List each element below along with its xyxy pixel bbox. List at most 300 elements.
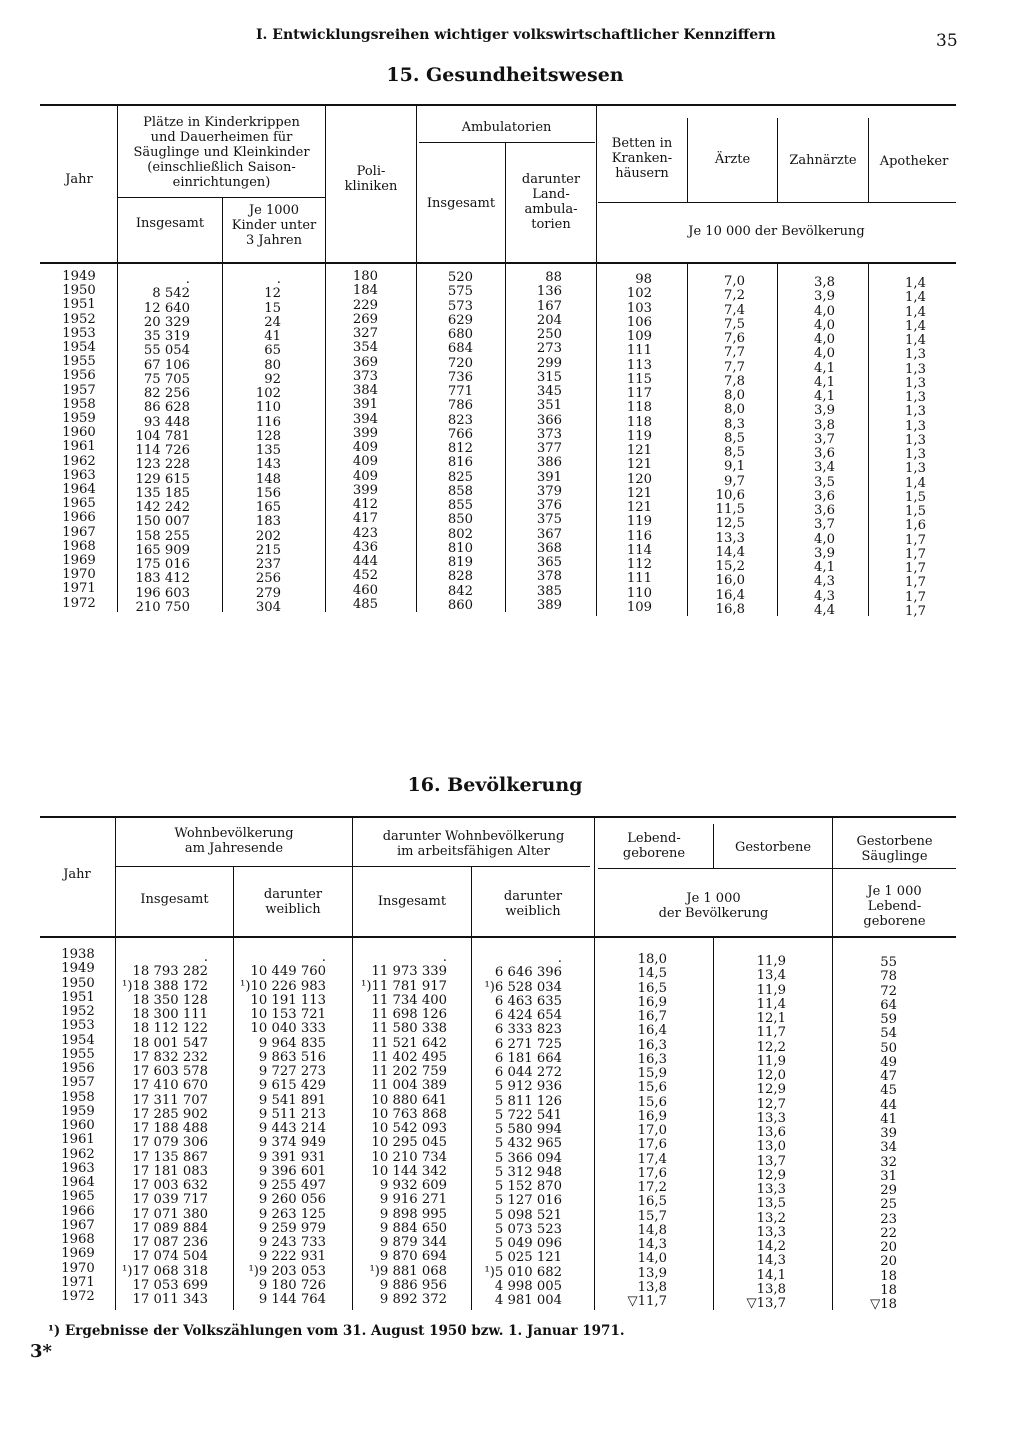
- table-cell: 1972: [62, 595, 96, 611]
- table-cell: 11 202 759: [371, 1064, 447, 1079]
- table-cell: 4,1: [814, 360, 835, 376]
- table-cell: 9 870 694: [379, 1249, 447, 1265]
- table-cell: 520: [447, 270, 473, 285]
- table-cell: 80: [264, 357, 281, 373]
- table-cell: 111: [626, 571, 652, 587]
- table-cell: 50: [880, 1040, 897, 1056]
- col-header-je10000: Je 10 000 der Bevölkerung: [688, 224, 865, 239]
- table-cell: 13,2: [756, 1210, 786, 1226]
- table-cell: 13,6: [756, 1125, 786, 1140]
- table-cell: 22: [880, 1225, 897, 1241]
- table-cell: 121: [626, 485, 652, 501]
- table-cell: 12 640: [143, 300, 190, 316]
- table-cell: 7,8: [724, 373, 745, 389]
- table-cell: 9,1: [724, 459, 745, 475]
- table-cell: 4,0: [814, 531, 835, 547]
- table-cell: 802: [447, 526, 473, 542]
- table-cell: 373: [536, 426, 562, 442]
- table-cell: 17 071 380: [132, 1206, 208, 1222]
- table-cell: 10 040 333: [250, 1021, 326, 1037]
- table-cell: 5 098 521: [494, 1207, 562, 1223]
- t16-af-weiblich-column: [472, 952, 562, 1308]
- table-cell: 16,4: [637, 1023, 667, 1039]
- table-cell: 1966: [61, 1203, 95, 1219]
- table-cell: 150 007: [135, 514, 190, 530]
- table-cell: 345: [536, 384, 562, 399]
- table-cell: 11,9: [756, 954, 786, 969]
- table-cell: 183: [255, 514, 281, 530]
- table-cell: 4,0: [814, 346, 835, 362]
- table-cell: 165 909: [135, 542, 190, 558]
- table-cell: 379: [536, 483, 562, 499]
- table-cell: 1,3: [905, 461, 926, 477]
- t15-betten-column: [597, 273, 652, 615]
- table-cell: 9 863 516: [258, 1049, 326, 1065]
- table-cell: 7,7: [724, 345, 745, 361]
- table-cell: 5 127 016: [494, 1193, 562, 1209]
- signature-mark: 3*: [30, 1341, 52, 1362]
- table-cell: 3,7: [814, 517, 835, 533]
- col-header-gestorbene: Gestorbene: [734, 840, 812, 855]
- table-cell: 44: [880, 1097, 897, 1113]
- table-cell: 1,3: [905, 347, 926, 363]
- table-cell: 9 396 601: [258, 1163, 326, 1179]
- table-cell: 158 255: [135, 528, 190, 544]
- table-cell: 17 188 488: [132, 1121, 208, 1136]
- table-cell: 3,9: [814, 545, 835, 561]
- table-cell: 59: [880, 1012, 897, 1027]
- table-cell: 6 646 396: [494, 965, 562, 981]
- table-cell: 17 074 504: [132, 1249, 208, 1265]
- col-header-lebendgeborene: Lebend- geborene: [622, 831, 686, 861]
- table-cell: 1958: [61, 1089, 95, 1105]
- table-cell: 210 750: [135, 599, 190, 615]
- table-cell: 184: [352, 283, 378, 299]
- col-header-weiblich-16: darunter weiblich: [263, 887, 323, 917]
- table-cell: ¹)9 203 053: [248, 1263, 326, 1279]
- table-cell: 8,5: [724, 430, 745, 446]
- table-cell: 376: [536, 498, 562, 513]
- t15-aerzte-column: [688, 275, 745, 617]
- table-cell: 16,5: [637, 980, 667, 996]
- col-header-arbeitsfaehig: darunter Wohnbevölkerung im arbeitsfähigen Alter: [382, 829, 565, 859]
- table-cell: 1959: [61, 1103, 95, 1119]
- table-cell: 1,7: [905, 603, 926, 619]
- t16-saeuglinge-column: [833, 956, 897, 1312]
- table-cell: 9 243 733: [258, 1235, 326, 1250]
- table-cell: 810: [447, 540, 473, 556]
- table-cell: 1951: [61, 989, 95, 1005]
- table-cell: 109: [626, 599, 652, 615]
- table-cell: 92: [264, 371, 281, 387]
- table-cell: 4,3: [814, 574, 835, 590]
- table-cell: 41: [880, 1111, 897, 1127]
- table-cell: 13,8: [756, 1281, 786, 1297]
- table-cell: 9 932 609: [379, 1178, 447, 1193]
- table-cell: ¹)11 781 917: [361, 978, 447, 994]
- table-cell: 9 180 726: [258, 1277, 326, 1293]
- table-cell: 9 260 056: [258, 1192, 326, 1208]
- table-cell: 109: [626, 329, 652, 344]
- table-cell: 14,0: [637, 1251, 667, 1267]
- table-cell: 9 222 931: [258, 1249, 326, 1265]
- table-cell: 1949: [62, 269, 96, 284]
- col-header-jahr-16: Jahr: [63, 867, 91, 882]
- t15-years-column: [48, 270, 110, 611]
- table-cell: ¹)10 226 983: [240, 978, 326, 994]
- table-cell: 17 285 902: [132, 1106, 208, 1122]
- table-cell: .: [185, 272, 190, 287]
- col-header-je1000: Je 1000 Kinder unter 3 Jahren: [231, 203, 317, 248]
- table-cell: 4 981 004: [494, 1293, 562, 1308]
- col-header-apotheker: Apotheker: [879, 154, 949, 169]
- t16-lebendgeborene-column: [595, 953, 667, 1309]
- table-cell: 3,4: [814, 460, 835, 476]
- table-cell: 1,3: [905, 447, 926, 462]
- table-cell: 8,0: [724, 388, 745, 403]
- col-header-je1000-bev: Je 1 000 der Bevölkerung: [658, 891, 769, 921]
- table-cell: 7,2: [724, 288, 745, 304]
- table-cell: 269: [352, 311, 378, 327]
- table-cell: 7,7: [724, 359, 745, 375]
- table-cell: ▽11,7: [627, 1294, 667, 1309]
- t16-years-column: [46, 948, 110, 1304]
- table-cell: 12,9: [756, 1167, 786, 1183]
- table-cell: ▽13,7: [746, 1296, 786, 1311]
- table-cell: 121: [626, 457, 652, 473]
- table-cell: 202: [255, 528, 281, 544]
- table-cell: 9 374 949: [258, 1135, 326, 1151]
- table-cell: 11,7: [756, 1025, 786, 1041]
- table-cell: 17 079 306: [132, 1135, 208, 1151]
- col-header-wohnbevoelkerung: Wohnbevölkerung am Jahresende: [174, 826, 294, 856]
- table-cell: 18 793 282: [132, 964, 208, 980]
- table-cell: 1952: [61, 1004, 95, 1019]
- table-cell: 1969: [61, 1246, 95, 1262]
- table-cell: 1960: [61, 1118, 95, 1133]
- t16-af-insgesamt-column: [353, 951, 447, 1307]
- table-cell: 45: [880, 1083, 897, 1099]
- table-cell: 11 698 126: [371, 1007, 447, 1022]
- table-cell: 1962: [61, 1146, 95, 1162]
- table-cell: 389: [536, 597, 562, 613]
- table-cell: .: [276, 272, 281, 287]
- table-cell: 20 329: [143, 314, 190, 330]
- table-cell: 1964: [61, 1175, 95, 1190]
- table-cell: 136: [536, 284, 562, 300]
- table-cell: 351: [536, 398, 562, 414]
- table-cell: 1961: [62, 439, 96, 455]
- table-cell: 111: [626, 343, 652, 359]
- table-cell: 118: [626, 414, 652, 430]
- table-cell: 3,6: [814, 446, 835, 461]
- table-cell: 3,6: [814, 488, 835, 504]
- table-16-title: 16. Bevölkerung: [407, 774, 583, 796]
- table-cell: 142 242: [135, 500, 190, 515]
- table-cell: 391: [536, 469, 562, 485]
- table-cell: 6 424 654: [494, 1008, 562, 1023]
- table-cell: 1965: [62, 496, 96, 512]
- table-cell: ¹)6 528 034: [484, 979, 562, 995]
- table-cell: 135 185: [135, 485, 190, 501]
- table-cell: 812: [447, 441, 473, 456]
- table-cell: 1970: [62, 567, 96, 583]
- table-cell: 1938: [61, 947, 95, 962]
- table-cell: 299: [536, 355, 562, 371]
- table-cell: 13,3: [715, 530, 745, 546]
- table-cell: 20: [880, 1240, 897, 1255]
- table-cell: ¹)18 388 172: [122, 978, 208, 994]
- table-cell: 196 603: [135, 585, 190, 601]
- table-cell: 816: [447, 455, 473, 471]
- col-header-plaetze: Plätze in Kinderkrippen und Dauerheimen für Säuglinge und Kleinkinder (einschließlich Saison- einrichtungen): [133, 115, 310, 190]
- table-cell: 1,4: [905, 333, 926, 348]
- table-cell: 93 448: [143, 414, 190, 430]
- table-cell: 842: [447, 583, 473, 599]
- table-cell: 106: [626, 314, 652, 330]
- table-cell: 3,5: [814, 474, 835, 490]
- col-header-aerzte: Ärzte: [714, 152, 751, 167]
- table-cell: 34: [880, 1140, 897, 1156]
- table-cell: 256: [255, 571, 281, 587]
- table-cell: 128: [255, 428, 281, 444]
- table-cell: 13,0: [756, 1139, 786, 1155]
- table-cell: 377: [536, 441, 562, 456]
- table-cell: 12,9: [756, 1082, 786, 1098]
- table-cell: 114 726: [135, 443, 190, 458]
- t15-landambulatorien-column: [506, 271, 562, 613]
- table-cell: 327: [352, 326, 378, 341]
- table-cell: 14,2: [756, 1239, 786, 1254]
- table-cell: 573: [447, 298, 473, 314]
- table-cell: 17,6: [637, 1165, 667, 1181]
- table-cell: 825: [447, 469, 473, 485]
- table-cell: 14,5: [637, 966, 667, 982]
- col-header-je1000-lebend: Je 1 000 Lebend- geborene: [863, 884, 926, 929]
- table-cell: 67 106: [143, 357, 190, 373]
- table-cell: 4,1: [814, 389, 835, 404]
- table-cell: 156: [255, 485, 281, 501]
- table-cell: 279: [255, 585, 281, 601]
- col-header-landambulatorien: darunter Land- ambula- torien: [521, 172, 581, 232]
- table-cell: 15,2: [715, 559, 745, 574]
- table-cell: 9 511 213: [258, 1106, 326, 1122]
- table-cell: 9 144 764: [258, 1292, 326, 1307]
- table-cell: 399: [352, 425, 378, 441]
- table-cell: 3,6: [814, 503, 835, 518]
- table-cell: 17,0: [637, 1123, 667, 1138]
- table-cell: 1953: [61, 1018, 95, 1034]
- table-cell: 9,7: [724, 473, 745, 489]
- table-cell: 118: [626, 400, 652, 416]
- table-cell: 766: [447, 426, 473, 442]
- t16-insgesamt-column: [116, 951, 208, 1307]
- table-cell: 113: [626, 357, 652, 373]
- table-cell: 12,5: [715, 516, 745, 532]
- table-cell: 1968: [61, 1232, 95, 1247]
- table-cell: 9 263 125: [258, 1206, 326, 1222]
- table-cell: 11,9: [756, 982, 786, 998]
- table-cell: 12,7: [756, 1096, 786, 1112]
- table-cell: 15,6: [637, 1094, 667, 1110]
- table-cell: 1971: [62, 581, 96, 597]
- col-header-saeuglinge: Gestorbene Säuglinge: [856, 834, 933, 864]
- table-cell: 7,6: [724, 331, 745, 346]
- table-cell: 78: [880, 969, 897, 985]
- table-cell: 1963: [61, 1160, 95, 1176]
- table-cell: 1,7: [905, 532, 926, 548]
- table-cell: 1967: [61, 1217, 95, 1233]
- table-cell: 18 350 128: [132, 992, 208, 1008]
- t15-ambulatorien-column: [417, 271, 473, 613]
- table-cell: 860: [447, 597, 473, 613]
- table-cell: 4,1: [814, 560, 835, 575]
- table-cell: 16,4: [715, 587, 745, 603]
- table-cell: 9 391 931: [258, 1149, 326, 1165]
- table-cell: 11,4: [756, 996, 786, 1012]
- table-cell: 10 295 045: [371, 1135, 447, 1151]
- table-cell: 1956: [62, 368, 96, 384]
- table-cell: 64: [880, 997, 897, 1013]
- table-cell: 10 210 734: [371, 1149, 447, 1165]
- table-cell: 98: [635, 272, 652, 287]
- table-cell: 1956: [61, 1061, 95, 1076]
- table-cell: 17,2: [637, 1180, 667, 1195]
- table-cell: 12,2: [756, 1039, 786, 1055]
- t16-gestorbene-column: [714, 955, 786, 1311]
- table-cell: 10 542 093: [371, 1121, 447, 1136]
- table-cell: 55: [880, 955, 897, 970]
- table-cell: 858: [447, 483, 473, 499]
- t15-polikliniken-column: [326, 270, 378, 612]
- table-cell: 1965: [61, 1189, 95, 1205]
- table-cell: 55 054: [143, 343, 190, 359]
- table-cell: 385: [536, 583, 562, 599]
- table-cell: 5 722 541: [494, 1107, 562, 1123]
- table-cell: 1964: [62, 482, 96, 498]
- table-cell: 165: [255, 500, 281, 515]
- table-cell: 82 256: [143, 386, 190, 401]
- col-header-ambulatorien: Ambulatorien: [461, 120, 552, 135]
- table-cell: 786: [447, 398, 473, 414]
- table-cell: 771: [447, 384, 473, 399]
- table-cell: 386: [536, 455, 562, 471]
- table-cell: 1,3: [905, 404, 926, 420]
- col-header-plaetze-insgesamt: Insgesamt: [135, 216, 205, 231]
- table-cell: 18: [880, 1282, 897, 1298]
- table-cell: 4,4: [814, 602, 835, 618]
- table-cell: 17,4: [637, 1151, 667, 1167]
- table-cell: 1960: [62, 425, 96, 441]
- table-cell: 15,6: [637, 1080, 667, 1096]
- table-cell: 17 089 884: [132, 1220, 208, 1236]
- table-cell: 204: [536, 312, 562, 328]
- table-cell: 16,9: [637, 994, 667, 1010]
- table-cell: 1963: [62, 467, 96, 483]
- table-cell: 11 973 339: [371, 964, 447, 980]
- table-cell: 10 880 641: [371, 1092, 447, 1108]
- table-cell: 41: [264, 329, 281, 344]
- table-cell: 819: [447, 555, 473, 570]
- table-cell: 8 542: [152, 286, 190, 302]
- table-cell: 1955: [61, 1046, 95, 1062]
- table-cell: 18 001 547: [132, 1035, 208, 1051]
- table-cell: ▽18: [870, 1297, 897, 1312]
- table-cell: 367: [536, 526, 562, 542]
- table-cell: 1950: [61, 975, 95, 991]
- table-cell: 417: [352, 511, 378, 527]
- table-cell: 14,1: [756, 1267, 786, 1283]
- table-cell: 384: [352, 383, 378, 398]
- table-cell: 13,5: [756, 1196, 786, 1212]
- table-cell: 17 039 717: [132, 1192, 208, 1208]
- table-cell: 1953: [62, 325, 96, 341]
- table-cell: 1949: [61, 961, 95, 977]
- table-cell: 10 763 868: [371, 1106, 447, 1122]
- table-cell: 88: [545, 270, 562, 285]
- table-cell: 10 153 721: [250, 1007, 326, 1022]
- col-header-jahr: Jahr: [65, 172, 93, 187]
- table-cell: 12,0: [756, 1068, 786, 1083]
- table-cell: 9 443 214: [258, 1121, 326, 1136]
- table-cell: .: [321, 950, 326, 965]
- table-cell: 1970: [61, 1260, 95, 1276]
- table-cell: 1961: [61, 1132, 95, 1148]
- table-cell: 148: [255, 471, 281, 487]
- table-cell: 250: [536, 327, 562, 342]
- table-cell: 120: [626, 471, 652, 487]
- table-cell: 1,7: [905, 575, 926, 591]
- table-cell: 9 879 344: [379, 1235, 447, 1250]
- table-cell: 116: [255, 414, 281, 430]
- table-cell: 391: [352, 397, 378, 413]
- table-cell: 229: [352, 297, 378, 313]
- table-cell: 8,0: [724, 402, 745, 418]
- t15-je1000-column: [223, 273, 281, 615]
- table-cell: 117: [626, 386, 652, 401]
- table-cell: 1955: [62, 354, 96, 370]
- table-cell: 180: [352, 269, 378, 284]
- table-cell: 1957: [61, 1075, 95, 1091]
- table-cell: 16,0: [715, 573, 745, 589]
- table-cell: 16,5: [637, 1194, 667, 1210]
- table-cell: ¹)5 010 682: [484, 1264, 562, 1280]
- table-cell: 39: [880, 1126, 897, 1141]
- page-number: 35: [936, 31, 958, 51]
- table-cell: ¹)9 881 068: [369, 1263, 447, 1279]
- table-cell: 54: [880, 1026, 897, 1042]
- table-cell: 13,7: [756, 1153, 786, 1169]
- table-cell: 13,9: [637, 1265, 667, 1281]
- table-cell: 1,4: [905, 318, 926, 334]
- table-cell: 135: [255, 443, 281, 458]
- table-cell: 1952: [62, 311, 96, 327]
- table-cell: 1951: [62, 297, 96, 313]
- table-cell: 5 152 870: [494, 1179, 562, 1194]
- table-cell: 1,5: [905, 489, 926, 505]
- table-cell: 14,4: [715, 544, 745, 560]
- table-cell: 1959: [62, 411, 96, 427]
- table-cell: 6 333 823: [494, 1022, 562, 1038]
- table-cell: 452: [352, 568, 378, 584]
- table-cell: 17 832 232: [132, 1049, 208, 1065]
- table-cell: 1958: [62, 396, 96, 412]
- table-cell: 485: [352, 596, 378, 612]
- table-cell: 13,8: [637, 1279, 667, 1295]
- table-cell: 16,3: [637, 1051, 667, 1067]
- table-cell: 366: [536, 412, 562, 428]
- table-cell: 9 886 956: [379, 1277, 447, 1293]
